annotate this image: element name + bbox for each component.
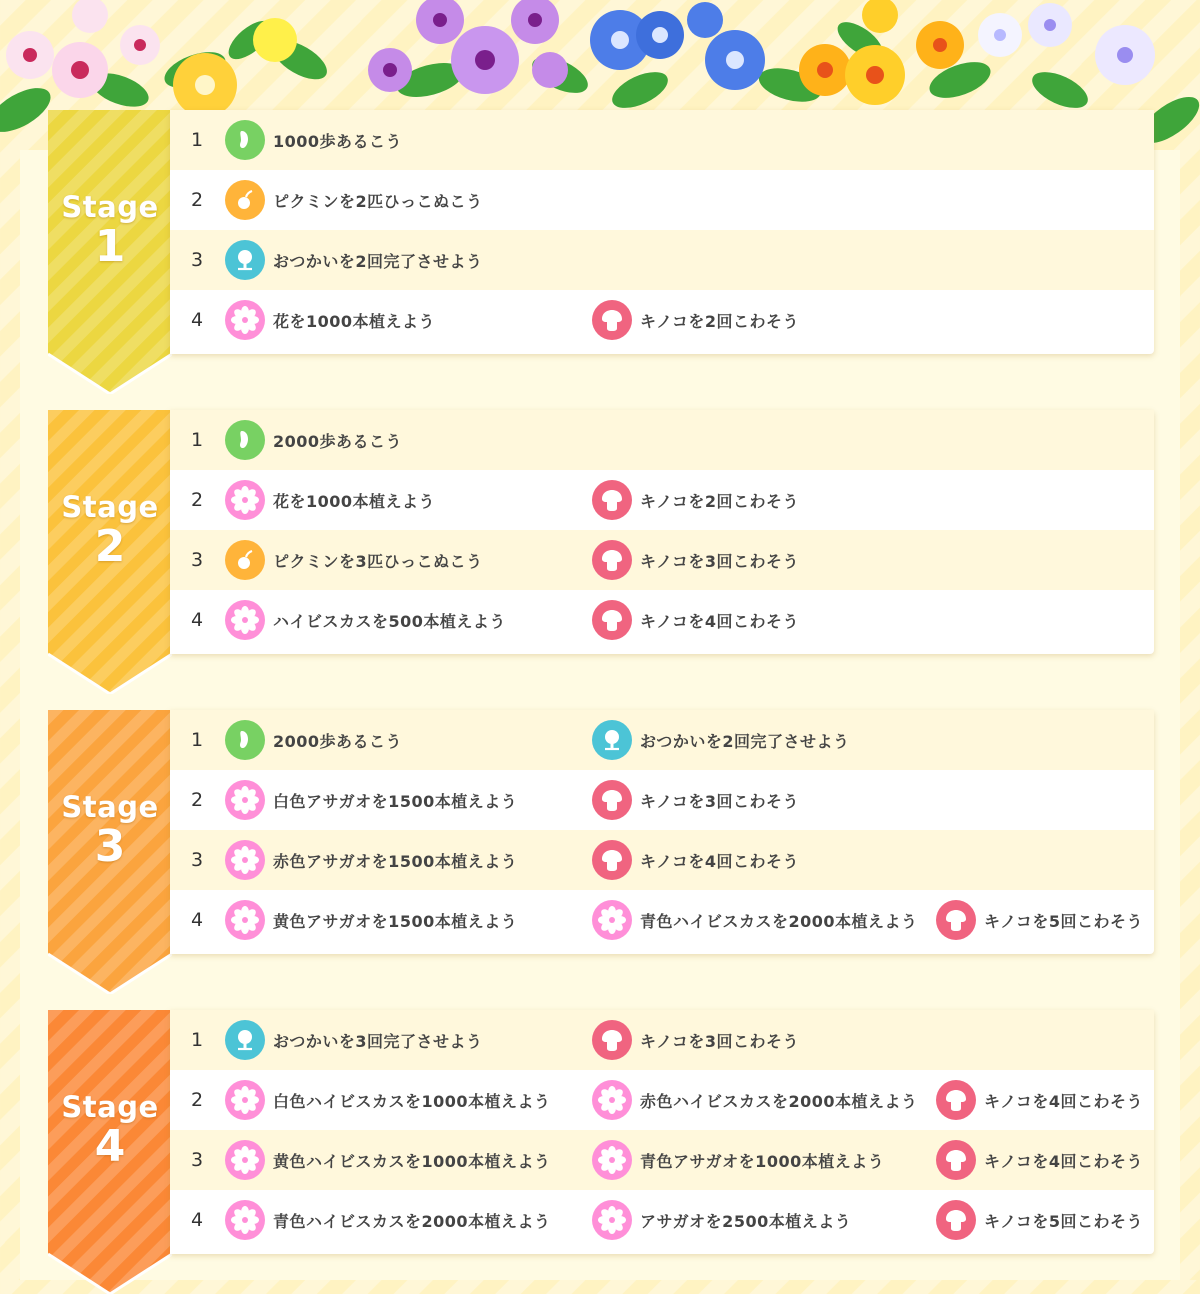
stage-number: 3 bbox=[94, 821, 126, 872]
mission-task bbox=[225, 290, 435, 350]
mission-label: おつかいを2回完了させよう bbox=[640, 731, 850, 751]
stage-title bbox=[50, 492, 170, 572]
flower-icon bbox=[225, 840, 265, 880]
mission-label: ハイビスカスを500本植えよう bbox=[273, 611, 506, 631]
row-number: 4 bbox=[190, 1209, 204, 1231]
mission-label: 青色ハイビスカスを2000本植えよう bbox=[640, 911, 918, 931]
flower-icon bbox=[225, 1080, 265, 1120]
mission-task bbox=[592, 890, 918, 950]
mushroom-icon bbox=[592, 300, 632, 340]
mission-row bbox=[170, 710, 1154, 770]
mission-label: 白色ハイビスカスを1000本植えよう bbox=[273, 1091, 551, 1111]
mushroom-icon bbox=[592, 540, 632, 580]
mushroom-icon bbox=[936, 1080, 976, 1120]
stage-title bbox=[50, 1092, 170, 1172]
mushroom-icon bbox=[592, 780, 632, 820]
stage-number: 2 bbox=[94, 521, 126, 572]
stage-number: 4 bbox=[94, 1121, 126, 1172]
mission-label: キノコを4回こわそう bbox=[640, 851, 800, 871]
mission-row bbox=[170, 170, 1154, 230]
mushroom-icon bbox=[936, 1200, 976, 1240]
mission-row bbox=[170, 1010, 1154, 1070]
mission-row bbox=[170, 1130, 1154, 1190]
mission-task bbox=[936, 1190, 1143, 1250]
mission-task bbox=[592, 590, 799, 650]
row-number: 2 bbox=[190, 489, 204, 511]
mission-row bbox=[170, 770, 1154, 830]
mission-row bbox=[170, 890, 1154, 950]
flower-icon bbox=[225, 780, 265, 820]
mission-task bbox=[225, 1010, 482, 1070]
stage-block-2 bbox=[48, 410, 1154, 654]
mission-task bbox=[225, 1190, 551, 1250]
mission-row bbox=[170, 1070, 1154, 1130]
flower-icon bbox=[592, 1200, 632, 1240]
mission-task bbox=[592, 290, 799, 350]
mission-task bbox=[936, 1130, 1143, 1190]
mission-task bbox=[592, 1130, 884, 1190]
pikmin-pluck-icon bbox=[225, 180, 265, 220]
row-number: 2 bbox=[190, 789, 204, 811]
row-number: 4 bbox=[190, 609, 204, 631]
stage-block-4 bbox=[48, 1010, 1154, 1254]
mission-label: ピクミンを2匹ひっこぬこう bbox=[273, 191, 483, 211]
mushroom-icon bbox=[592, 600, 632, 640]
mission-task bbox=[225, 830, 517, 890]
stage-ribbon bbox=[48, 710, 172, 994]
mission-task bbox=[225, 710, 402, 770]
stage-block-1 bbox=[48, 110, 1154, 354]
mission-row bbox=[170, 530, 1154, 590]
mission-task bbox=[592, 1010, 799, 1070]
flower-icon bbox=[225, 600, 265, 640]
mushroom-icon bbox=[592, 480, 632, 520]
mission-label: 赤色アサガオを1500本植えよう bbox=[273, 851, 518, 871]
stage-word: Stage bbox=[61, 490, 159, 524]
mission-task bbox=[225, 590, 506, 650]
mission-row bbox=[170, 410, 1154, 470]
pikmin-pluck-icon bbox=[225, 540, 265, 580]
mission-task bbox=[592, 830, 799, 890]
mission-task bbox=[592, 710, 849, 770]
mission-label: 青色アサガオを1000本植えよう bbox=[640, 1151, 885, 1171]
flower-icon bbox=[592, 1140, 632, 1180]
mission-task bbox=[225, 410, 402, 470]
mushroom-icon bbox=[936, 1140, 976, 1180]
mission-card bbox=[170, 710, 1154, 954]
stage-number: 1 bbox=[94, 221, 126, 272]
mission-label: 2000歩あるこう bbox=[273, 431, 403, 451]
mission-label: キノコを3回こわそう bbox=[640, 1031, 800, 1051]
flower-icon bbox=[225, 1140, 265, 1180]
mission-task bbox=[225, 530, 483, 590]
row-number: 1 bbox=[190, 729, 204, 751]
stage-word: Stage bbox=[61, 790, 159, 824]
mission-label: キノコを4回こわそう bbox=[640, 611, 800, 631]
mission-label: 花を1000本植えよう bbox=[273, 311, 436, 331]
mission-card bbox=[170, 1010, 1154, 1254]
mission-task bbox=[936, 1070, 1143, 1130]
row-number: 3 bbox=[190, 549, 204, 571]
mission-task bbox=[225, 1070, 551, 1130]
mission-task bbox=[225, 1130, 551, 1190]
row-number: 1 bbox=[190, 129, 204, 151]
mission-row bbox=[170, 110, 1154, 170]
stage-word: Stage bbox=[61, 1090, 159, 1124]
mission-label: 花を1000本植えよう bbox=[273, 491, 436, 511]
mission-task bbox=[592, 770, 799, 830]
mission-task bbox=[592, 1070, 918, 1130]
row-number: 3 bbox=[190, 849, 204, 871]
mission-row bbox=[170, 830, 1154, 890]
mission-label: おつかいを2回完了させよう bbox=[273, 251, 483, 271]
row-number: 1 bbox=[190, 429, 204, 451]
stage-title bbox=[50, 792, 170, 872]
mission-label: キノコを4回こわそう bbox=[984, 1151, 1144, 1171]
flower-icon bbox=[225, 480, 265, 520]
mission-label: キノコを5回こわそう bbox=[984, 911, 1144, 931]
mission-task bbox=[225, 110, 402, 170]
flower-icon bbox=[592, 1080, 632, 1120]
stage-ribbon bbox=[48, 110, 172, 394]
stage-title bbox=[50, 192, 170, 272]
mushroom-icon bbox=[592, 840, 632, 880]
row-number: 1 bbox=[190, 1029, 204, 1051]
errand-icon bbox=[225, 1020, 265, 1060]
mission-card bbox=[170, 110, 1154, 354]
stage-block-3 bbox=[48, 710, 1154, 954]
mission-row bbox=[170, 470, 1154, 530]
walk-icon bbox=[225, 720, 265, 760]
row-number: 4 bbox=[190, 909, 204, 931]
walk-icon bbox=[225, 120, 265, 160]
mission-label: 黄色アサガオを1500本植えよう bbox=[273, 911, 518, 931]
mushroom-icon bbox=[592, 1020, 632, 1060]
mission-label: キノコを3回こわそう bbox=[640, 791, 800, 811]
flower-icon bbox=[225, 900, 265, 940]
walk-icon bbox=[225, 420, 265, 460]
mission-task bbox=[225, 890, 517, 950]
mission-label: キノコを5回こわそう bbox=[984, 1211, 1144, 1231]
mission-label: アサガオを2500本植えよう bbox=[640, 1211, 852, 1231]
mission-label: キノコを2回こわそう bbox=[640, 311, 800, 331]
row-number: 2 bbox=[190, 189, 204, 211]
mission-task bbox=[592, 1190, 851, 1250]
mission-label: キノコを4回こわそう bbox=[984, 1091, 1144, 1111]
mission-label: 白色アサガオを1500本植えよう bbox=[273, 791, 518, 811]
mushroom-icon bbox=[936, 900, 976, 940]
row-number: 2 bbox=[190, 1089, 204, 1111]
mission-task bbox=[592, 530, 799, 590]
errand-icon bbox=[225, 240, 265, 280]
row-number: 3 bbox=[190, 1149, 204, 1171]
mission-label: 1000歩あるこう bbox=[273, 131, 403, 151]
mission-task bbox=[592, 470, 799, 530]
flower-icon bbox=[592, 900, 632, 940]
mission-task bbox=[225, 470, 435, 530]
errand-icon bbox=[592, 720, 632, 760]
flower-icon bbox=[225, 300, 265, 340]
stage-ribbon bbox=[48, 410, 172, 694]
stage-ribbon bbox=[48, 1010, 172, 1294]
mission-label: キノコを3回こわそう bbox=[640, 551, 800, 571]
flower-icon bbox=[225, 1200, 265, 1240]
mission-label: キノコを2回こわそう bbox=[640, 491, 800, 511]
mission-label: おつかいを3回完了させよう bbox=[273, 1031, 483, 1051]
mission-row bbox=[170, 1190, 1154, 1250]
mission-task bbox=[936, 890, 1143, 950]
row-number: 4 bbox=[190, 309, 204, 331]
mission-row bbox=[170, 230, 1154, 290]
mission-card bbox=[170, 410, 1154, 654]
mission-task bbox=[225, 170, 483, 230]
mission-row bbox=[170, 290, 1154, 350]
stage-word: Stage bbox=[61, 190, 159, 224]
mission-task bbox=[225, 230, 482, 290]
mission-label: 赤色ハイビスカスを2000本植えよう bbox=[640, 1091, 918, 1111]
row-number: 3 bbox=[190, 249, 204, 271]
mission-label: ピクミンを3匹ひっこぬこう bbox=[273, 551, 483, 571]
mission-task bbox=[225, 770, 517, 830]
mission-label: 青色ハイビスカスを2000本植えよう bbox=[273, 1211, 551, 1231]
mission-label: 2000歩あるこう bbox=[273, 731, 403, 751]
mission-label: 黄色ハイビスカスを1000本植えよう bbox=[273, 1151, 551, 1171]
mission-row bbox=[170, 590, 1154, 650]
